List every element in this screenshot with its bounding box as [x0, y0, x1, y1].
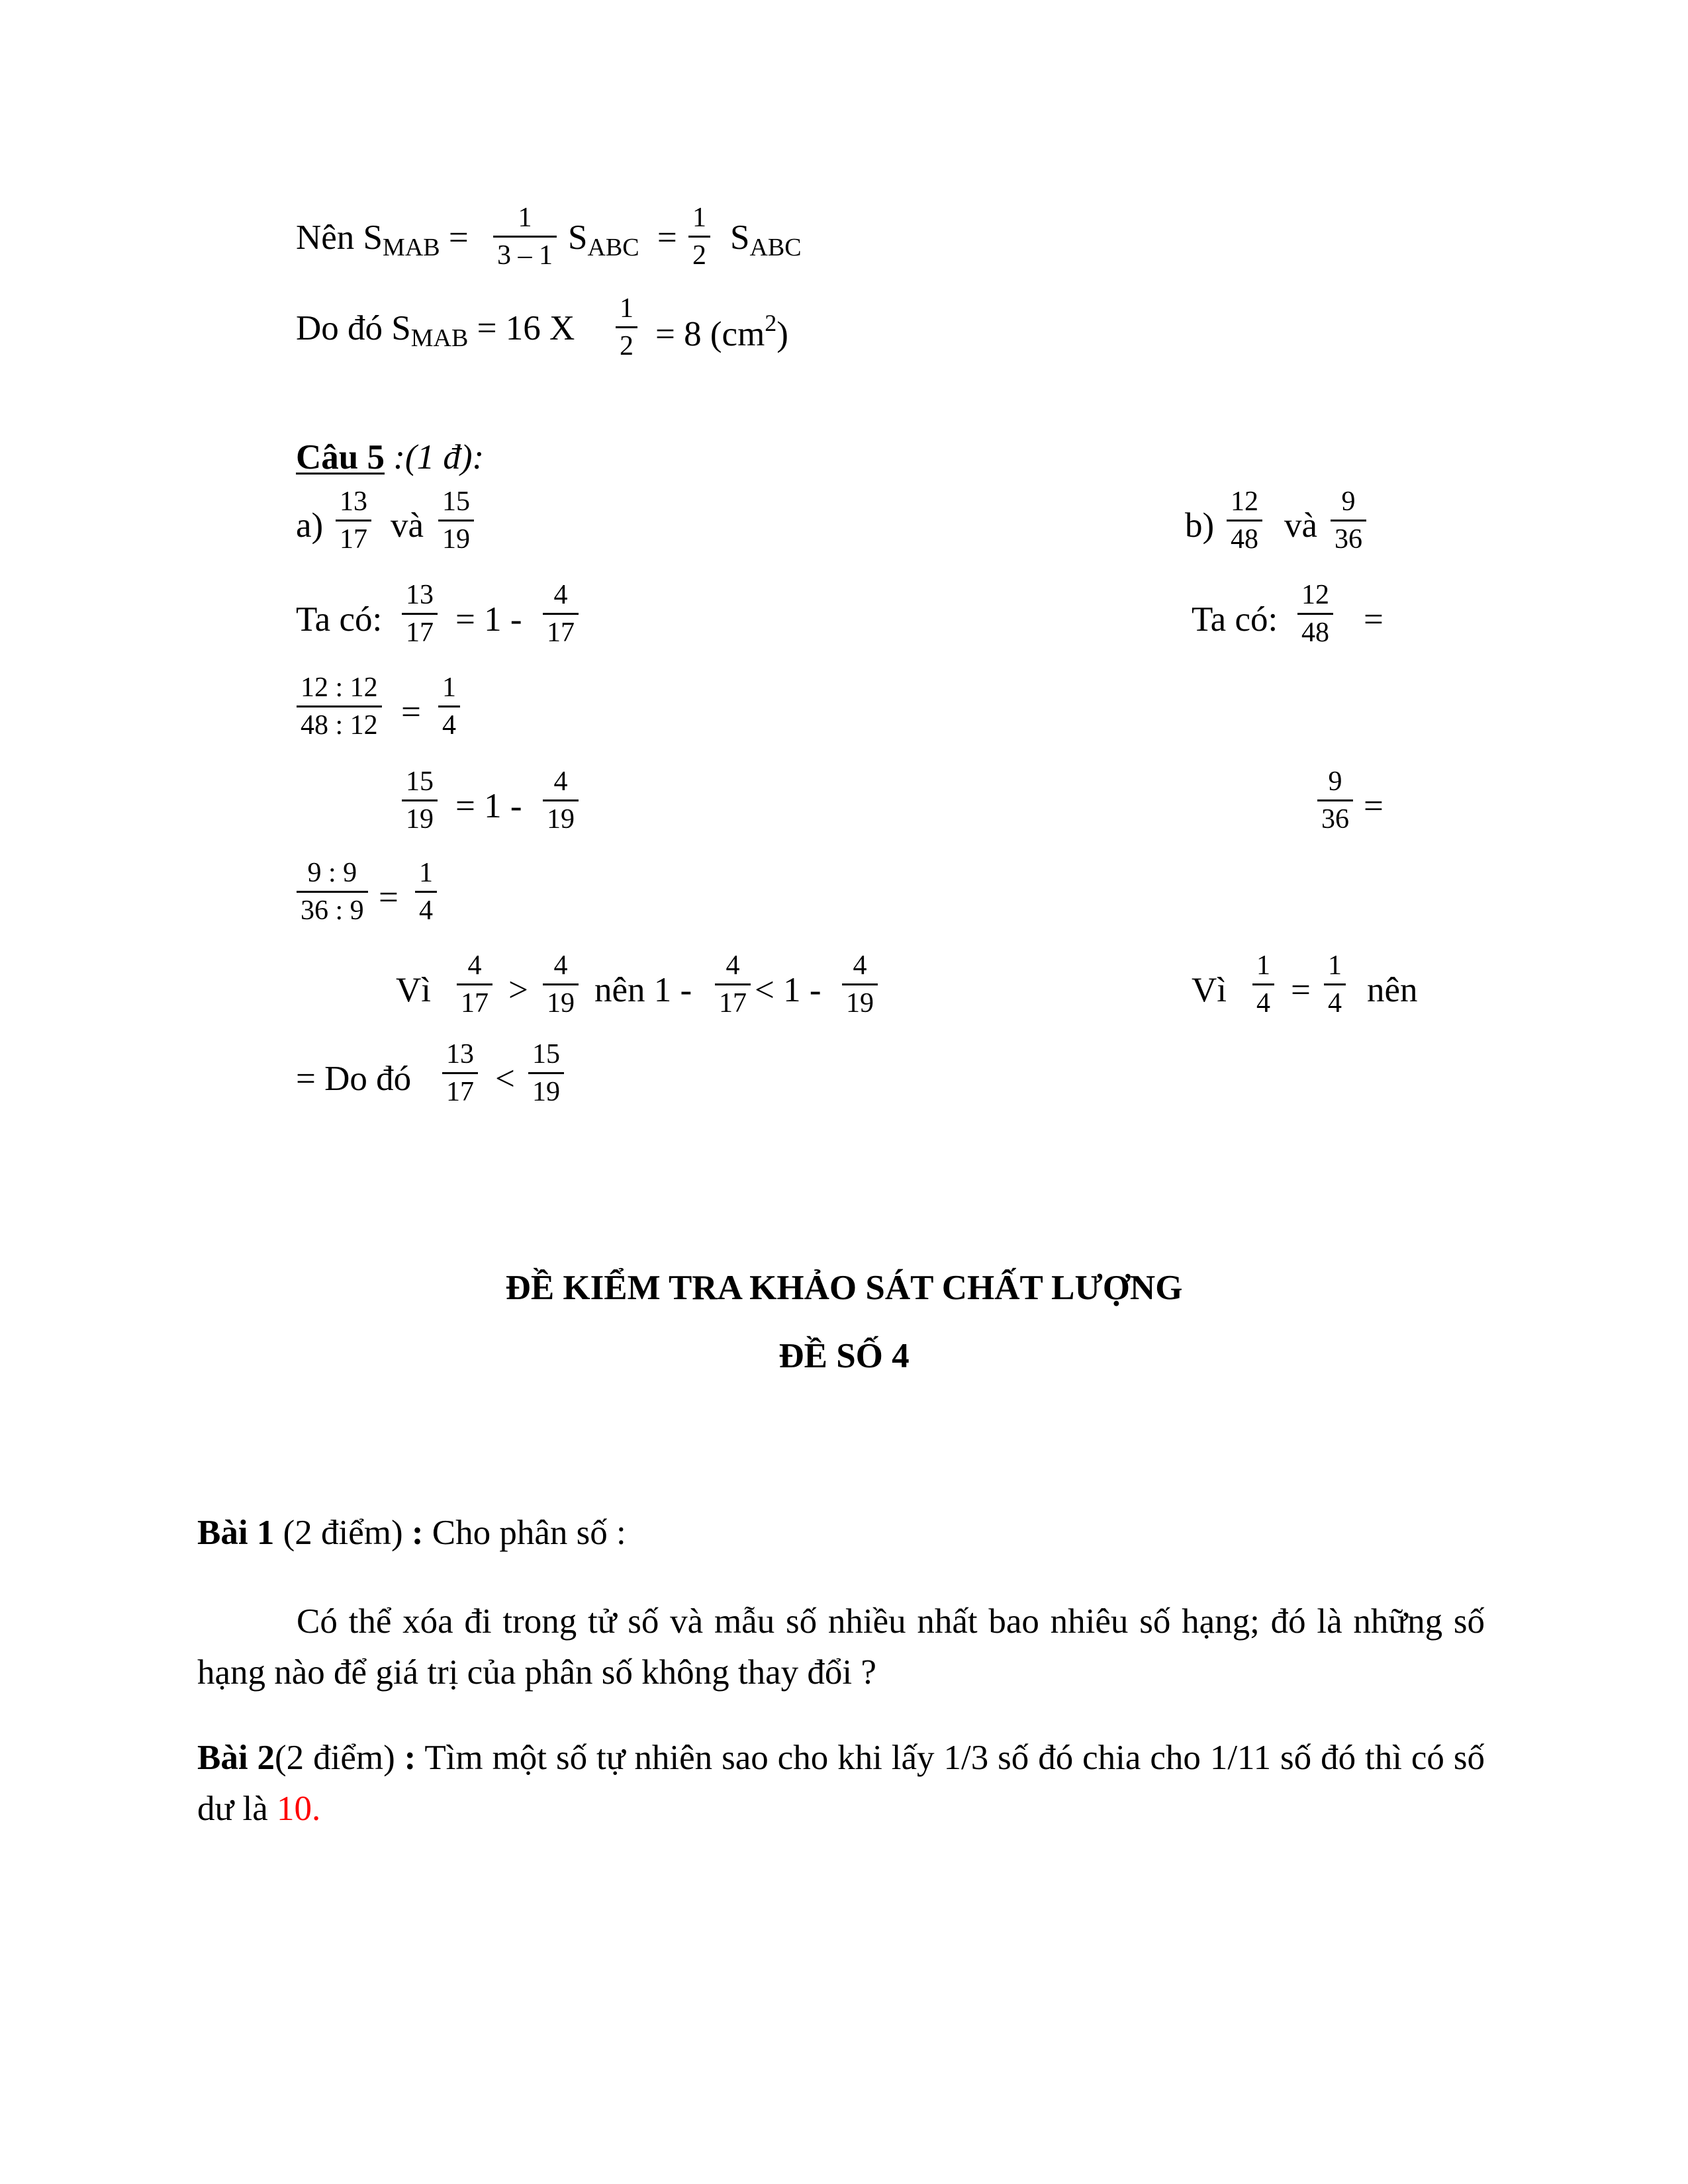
question-score: :(1 đ): — [393, 438, 485, 477]
fraction — [1324, 952, 1346, 1017]
fraction — [336, 488, 371, 553]
numerator: 1 — [1256, 950, 1270, 981]
denominator: 48 — [1301, 617, 1329, 648]
equals: = — [1364, 600, 1383, 639]
numerator: 4 — [553, 950, 568, 981]
exercise-text: Cho phân số : — [432, 1514, 626, 1552]
fraction — [493, 204, 557, 269]
numerator: 4 — [553, 580, 568, 610]
fraction — [616, 295, 637, 360]
text: S — [568, 218, 588, 257]
denominator: 3 – 1 — [497, 240, 553, 271]
fraction — [402, 768, 438, 833]
numerator: 4 — [467, 950, 482, 981]
fraction — [842, 952, 878, 1017]
numerator: 15 — [406, 766, 434, 797]
equation-text: = 1 - — [455, 600, 522, 639]
equals: = — [401, 693, 421, 731]
exam-title: ĐỀ KIỂM TRA KHẢO SÁT CHẤT LƯỢNG — [505, 1269, 1183, 1307]
and-word: và — [391, 506, 424, 545]
numerator: 9 — [1328, 766, 1342, 797]
numerator: 1 — [518, 203, 532, 233]
numerator: 12 — [1231, 486, 1258, 517]
fraction — [438, 488, 474, 553]
numerator: 4 — [726, 950, 740, 981]
text: S — [730, 218, 750, 257]
fraction — [1331, 488, 1366, 553]
denominator: 19 — [442, 524, 470, 555]
denominator: 17 — [340, 524, 367, 555]
denominator: 36 : 9 — [301, 895, 364, 926]
numerator: 13 — [340, 486, 367, 517]
denominator: 17 — [461, 988, 489, 1019]
text: Nên S — [296, 218, 383, 257]
equals: = — [448, 218, 469, 257]
numerator: 1 — [620, 293, 633, 324]
exercise-2 — [197, 1733, 1485, 1835]
we-have-label: Ta có: — [296, 600, 383, 639]
area-term — [568, 220, 677, 260]
conclusion-text: = Do đó — [296, 1060, 412, 1098]
numerator: 9 : 9 — [307, 858, 357, 888]
denominator: 19 — [547, 988, 575, 1019]
subscript: ABC — [587, 234, 639, 261]
exercise-score: (2 điểm) — [275, 1739, 395, 1777]
fraction — [1297, 581, 1333, 647]
fraction — [438, 674, 460, 739]
equals: = — [1291, 971, 1311, 1009]
denominator: 19 — [547, 804, 575, 835]
less-than: < — [495, 1060, 515, 1098]
denominator: 48 — [1231, 524, 1258, 555]
part-b-label: b) — [1185, 506, 1215, 545]
fraction — [415, 859, 437, 925]
colon: : — [411, 1514, 424, 1552]
denominator: 4 — [442, 710, 456, 741]
equation-text: nên — [1367, 971, 1418, 1009]
result-line — [296, 311, 575, 351]
denominator: 17 — [547, 617, 575, 648]
fraction — [715, 952, 751, 1017]
denominator: 36 — [1335, 524, 1362, 555]
exercise-1 — [197, 1516, 626, 1551]
text: = 8 (cm — [655, 315, 765, 353]
because-label: Vì — [396, 971, 431, 1009]
denominator: 4 — [419, 895, 433, 926]
colon: : — [404, 1739, 416, 1777]
numerator: 9 — [1341, 486, 1356, 517]
exercise-label: Bài 1 — [197, 1514, 275, 1552]
equation-text: nên 1 - — [594, 971, 692, 1009]
fraction — [543, 768, 579, 833]
fraction — [1227, 488, 1262, 553]
denominator: 2 — [620, 331, 633, 361]
numerator: 13 — [406, 580, 434, 610]
equation-text: < 1 - — [755, 971, 821, 1009]
numerator: 1 — [419, 858, 433, 888]
numerator: 1 — [692, 203, 706, 233]
fraction — [297, 674, 382, 739]
fraction — [457, 952, 492, 1017]
exam-subtitle: ĐỀ SỐ 4 — [778, 1337, 910, 1375]
denominator: 2 — [692, 240, 706, 271]
fraction — [297, 859, 368, 925]
greater-than: > — [508, 971, 528, 1009]
highlighted-number: 10. — [276, 1789, 321, 1828]
text: Do đó S — [296, 309, 411, 347]
text: ) — [776, 315, 788, 353]
fraction — [402, 581, 438, 647]
denominator: 17 — [719, 988, 747, 1019]
equals: = — [1364, 787, 1383, 825]
denominator: 17 — [406, 617, 434, 648]
denominator: 19 — [532, 1077, 560, 1107]
fraction — [688, 204, 710, 269]
because-label: Vì — [1192, 971, 1227, 1009]
denominator: 19 — [406, 804, 434, 835]
fraction — [543, 581, 579, 647]
text: = 16 X — [477, 309, 575, 347]
subscript: ABC — [749, 234, 802, 261]
subscript: MAB — [410, 324, 469, 352]
fraction — [442, 1040, 478, 1106]
numerator: 1 — [1328, 950, 1342, 981]
fraction — [1317, 768, 1353, 833]
subscript: MAB — [383, 234, 440, 261]
denominator: 4 — [1256, 988, 1270, 1019]
area-term — [730, 220, 802, 260]
exercise-1-paragraph: Có thể xóa đi trong tử số và mẫu số nhiều nhất bao nhiêu số hạng; đó là những số hạng nào để giá trị của phân số không thay đổi ? — [197, 1602, 1485, 1692]
we-have-label: Ta có: — [1192, 600, 1278, 639]
part-a-label: a) — [296, 506, 324, 545]
and-word: và — [1284, 506, 1318, 545]
result-value — [655, 311, 788, 352]
denominator: 19 — [846, 988, 874, 1019]
numerator: 4 — [553, 766, 568, 797]
numerator: 1 — [442, 672, 456, 703]
exercise-text: Tìm một số tự nhiên sao cho khi lấy 1/3 số đó chia cho 1/11 số đó thì có số dư là — [197, 1739, 1485, 1828]
question-heading — [296, 440, 484, 475]
numerator: 13 — [446, 1039, 474, 1069]
denominator: 17 — [446, 1077, 474, 1107]
numerator: 12 : 12 — [301, 672, 378, 703]
equation-text: = 1 - — [455, 787, 522, 825]
denominator: 48 : 12 — [301, 710, 378, 741]
fraction — [1252, 952, 1274, 1017]
numerator: 15 — [442, 486, 470, 517]
fraction — [528, 1040, 564, 1106]
equals: = — [379, 878, 399, 917]
exercise-score: (2 điểm) — [283, 1514, 403, 1552]
equals: = — [657, 218, 677, 257]
denominator: 36 — [1321, 804, 1349, 835]
question-title: Câu 5 — [296, 438, 385, 477]
fraction — [543, 952, 579, 1017]
numerator: 12 — [1301, 580, 1329, 610]
numerator: 15 — [532, 1039, 560, 1069]
numerator: 4 — [853, 950, 867, 981]
denominator: 4 — [1328, 988, 1342, 1019]
area-formula-line — [296, 220, 469, 260]
exercise-label: Bài 2 — [197, 1739, 275, 1777]
superscript: 2 — [765, 310, 777, 336]
